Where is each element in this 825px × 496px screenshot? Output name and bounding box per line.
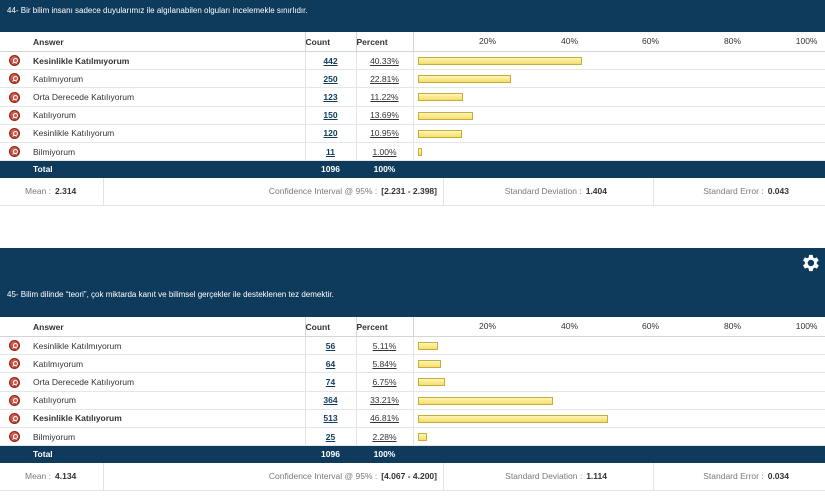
user-icon[interactable] [9,146,20,157]
scale-tick-label: 60% [641,36,660,46]
user-icon[interactable] [9,395,20,406]
answer-row [0,142,825,160]
results-table [0,317,825,463]
answer-label: Kesinlikle Katılıyorum [33,413,122,424]
row-icon-cell [0,142,28,160]
bar-cell [413,88,825,106]
bar-cell [413,106,825,124]
question-block-44 [0,0,825,206]
answer-cell [28,124,305,142]
percent-scale-header [413,32,825,52]
percent-bar [418,148,422,156]
percent-cell [356,142,413,160]
row-icon-cell [0,355,28,373]
row-icon-cell [0,124,28,142]
answer-row [0,409,825,427]
answer-row [0,355,825,373]
scale-tick-label: 80% [723,321,742,331]
answer-cell [28,70,305,88]
icon-column-header [0,317,28,337]
percent-cell [356,52,413,70]
mean-stat [0,178,104,205]
percent-link[interactable]: 5.11% [372,340,397,351]
percent-bar [418,378,446,386]
confidence-interval-stat [104,178,444,205]
count-link[interactable]: 64 [325,358,336,369]
percent-link[interactable]: 2.28% [372,431,397,442]
statistics-row [0,178,825,206]
percent-cell [356,88,413,106]
total-icon-cell [0,161,28,178]
confidence-interval-stat-label: Confidence Interval @ 95% : [268,471,378,482]
count-link[interactable]: 74 [325,376,336,387]
percent-link[interactable]: 10.95% [370,128,399,139]
scale-tick-label: 20% [478,36,497,46]
percent-link[interactable]: 11.22% [370,91,399,102]
percent-bar [418,433,427,441]
percent-cell [356,409,413,427]
std-deviation-stat-value: 1.114 [586,471,607,482]
count-cell [305,355,356,373]
std-deviation-stat-label: Standard Deviation : [505,471,583,482]
answer-cell [28,106,305,124]
percent-link[interactable]: 33.21% [370,395,399,406]
count-link[interactable]: 250 [323,73,338,84]
user-icon[interactable] [9,413,20,424]
answer-label: Orta Derecede Katılıyorum [33,91,135,102]
percent-bar [418,342,439,350]
answer-label: Kesinlikle Katılmıyorum [33,340,122,351]
total-percent: 100% [356,161,413,178]
confidence-interval-stat-value: [4.067 - 4.200] [381,471,437,482]
total-count: 1096 [305,161,356,178]
std-error-stat [654,463,825,490]
count-cell [305,409,356,427]
total-icon-cell [0,446,28,463]
count-link[interactable]: 442 [323,55,338,66]
answer-row [0,124,825,142]
confidence-interval-stat-label: Confidence Interval @ 95% : [268,186,378,197]
percent-bar [418,415,609,423]
bar-cell [413,142,825,160]
bar-cell [413,337,825,355]
std-error-stat-value: 0.034 [767,471,789,482]
count-column-header[interactable]: Count [305,317,356,337]
answer-cell [28,355,305,373]
count-cell [305,124,356,142]
question-block-45 [0,248,825,491]
percent-link[interactable]: 1.00% [372,146,397,157]
percent-bar [418,112,474,120]
std-deviation-stat-label: Standard Deviation : [504,186,582,197]
percent-cell [356,106,413,124]
row-icon-cell [0,409,28,427]
scale-tick-label: 60% [641,321,660,331]
mean-stat-value: 2.314 [55,186,77,197]
count-link[interactable]: 120 [323,128,338,139]
total-bar-cell [413,446,825,463]
table-header-row [0,32,825,52]
answer-label: Orta Derecede Katılıyorum [33,376,135,387]
answer-cell [28,373,305,391]
question-title: 44- Bir bilim insanı sadece duyularımız ile algılanabilen olguları incelemekle sınırlıdır. [7,6,308,15]
user-icon[interactable] [9,377,20,388]
bar-cell [413,355,825,373]
count-cell [305,52,356,70]
answer-label: Katılıyorum [33,110,76,121]
std-deviation-stat [444,178,654,205]
count-cell [305,70,356,88]
row-icon-cell [0,337,28,355]
row-icon-cell [0,391,28,409]
row-icon-cell [0,106,28,124]
bar-cell [413,124,825,142]
percent-cell [356,373,413,391]
percent-link[interactable]: 40.33% [370,55,399,66]
total-label: Total [28,446,305,463]
mean-stat-label: Mean : [25,471,51,482]
answer-row [0,427,825,445]
bar-cell [413,427,825,445]
count-cell [305,373,356,391]
answer-row [0,70,825,88]
count-cell [305,142,356,160]
std-error-stat-label: Standard Error : [703,186,764,197]
question-header [0,248,825,317]
count-link[interactable]: 11 [326,146,335,157]
answer-row [0,106,825,124]
scale-tick-label: 20% [478,321,497,331]
row-icon-cell [0,70,28,88]
answer-label: Kesinlikle Katılıyorum [33,128,115,139]
percent-cell [356,427,413,445]
percent-scale [418,32,825,51]
mean-stat [0,463,104,490]
std-deviation-stat-value: 1.404 [585,186,607,197]
user-icon[interactable] [9,92,20,103]
percent-link[interactable]: 22.81% [370,73,399,84]
answer-label: Kesinlikle Katılmıyorum [33,55,130,66]
std-error-stat-label: Standard Error : [703,471,764,482]
scale-tick-label: 100% [795,321,818,331]
answer-cell [28,52,305,70]
std-deviation-stat [444,463,654,490]
mean-stat-label: Mean : [25,186,51,197]
count-cell [305,337,356,355]
std-error-stat [654,178,825,205]
answer-label: Katılıyorum [33,395,76,406]
answer-label: Katılmıyorum [33,358,84,369]
answer-cell [28,142,305,160]
question-header [0,0,825,32]
count-column-header[interactable]: Count [305,32,356,52]
percent-column-header[interactable]: Percent [356,32,413,52]
total-percent: 100% [356,446,413,463]
scale-tick-label: 40% [560,36,579,46]
answer-cell [28,409,305,427]
percent-cell [356,337,413,355]
gear-icon[interactable] [799,252,821,274]
answer-label: Katılmıyorum [33,73,84,84]
answer-row [0,391,825,409]
percent-column-header[interactable]: Percent [356,317,413,337]
scale-tick-label: 40% [560,321,579,331]
confidence-interval-stat [104,463,444,490]
results-table [0,32,825,178]
percent-link[interactable]: 5.84% [372,358,397,369]
answer-row [0,88,825,106]
answer-cell [28,88,305,106]
count-cell [305,391,356,409]
confidence-interval-stat-value: [2.231 - 2.398] [381,186,437,197]
question-title: 45- Bilim dilinde “teori”, çok miktarda kanıt ve bilimsel gerçekler ile desteklenen tez demektir. [7,290,334,299]
count-link[interactable]: 25 [325,431,336,442]
answer-label: Bilmiyorum [33,431,76,442]
row-icon-cell [0,52,28,70]
user-icon[interactable] [9,431,20,442]
user-icon[interactable] [9,110,20,121]
count-link[interactable]: 364 [323,395,338,406]
answer-label: Bilmiyorum [33,146,76,157]
answer-cell [28,391,305,409]
count-link[interactable]: 150 [323,110,338,121]
row-icon-cell [0,88,28,106]
percent-bar [418,75,511,83]
user-icon[interactable] [9,340,20,351]
percent-cell [356,391,413,409]
count-cell [305,88,356,106]
count-link[interactable]: 123 [323,91,338,102]
percent-cell [356,124,413,142]
row-icon-cell [0,427,28,445]
table-header-row [0,317,825,337]
icon-column-header [0,32,28,52]
count-link[interactable]: 513 [323,413,338,424]
bar-cell [413,52,825,70]
bar-cell [413,70,825,88]
row-icon-cell [0,373,28,391]
answer-cell [28,427,305,445]
user-icon[interactable] [9,128,20,139]
std-error-stat-value: 0.043 [767,186,789,197]
answer-cell [28,337,305,355]
percent-bar [418,57,583,65]
bar-cell [413,409,825,427]
count-cell [305,427,356,445]
user-icon[interactable] [9,73,20,84]
statistics-row [0,463,825,491]
percent-cell [356,355,413,373]
percent-scale [418,317,825,336]
percent-bar [418,360,442,368]
bar-cell [413,373,825,391]
percent-bar [418,130,463,138]
percent-cell [356,70,413,88]
bar-cell [413,391,825,409]
scale-tick-label: 100% [795,36,818,46]
count-cell [305,106,356,124]
count-link[interactable]: 56 [325,340,336,351]
user-icon[interactable] [9,358,20,369]
percent-bar [418,93,464,101]
percent-scale-header [413,317,825,337]
percent-bar [418,397,553,405]
answer-row [0,337,825,355]
percent-link[interactable]: 13.69% [370,110,399,121]
answer-column-header[interactable]: Answer [28,317,305,337]
total-row [0,446,825,463]
total-row [0,161,825,178]
total-bar-cell [413,161,825,178]
mean-stat-value: 4.134 [55,471,77,482]
answer-row [0,373,825,391]
user-icon[interactable] [9,55,20,66]
answer-column-header[interactable]: Answer [28,32,305,52]
answer-row [0,52,825,70]
total-count: 1096 [305,446,356,463]
percent-link[interactable]: 46.81% [370,413,399,424]
percent-link[interactable]: 6.75% [372,376,397,387]
total-label: Total [28,161,305,178]
scale-tick-label: 80% [723,36,742,46]
